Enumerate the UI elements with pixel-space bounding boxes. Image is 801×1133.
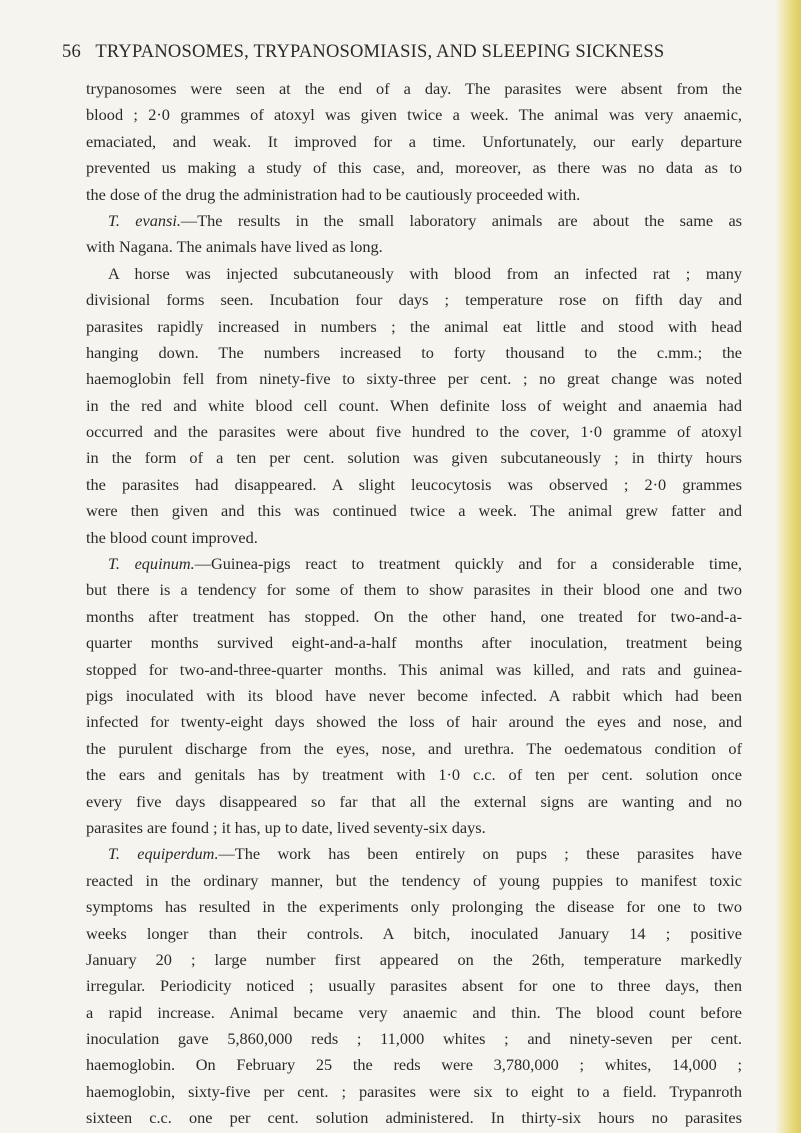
line-text: trypanosomes were seen at the end of a day. The parasites were absent from the — [86, 79, 742, 98]
text-line — [86, 208, 742, 234]
line-text: infected for twenty-eight days showed the loss of hair around the eyes and nose, and — [86, 712, 742, 732]
running-header — [62, 42, 742, 63]
page-number: 56 — [62, 42, 81, 62]
line-text: —The results in the small laboratory animals are about the same as — [180, 210, 743, 230]
line-text: every five days disappeared so far that all the external signs are wanting and no — [86, 791, 742, 811]
species-name: T. equiperdum. — [108, 844, 219, 864]
line-text: —The work has been entirely on pups ; these parasites have — [218, 844, 742, 864]
text-line — [86, 683, 742, 709]
text-line — [86, 762, 742, 788]
page-edge-shading — [775, 0, 801, 1133]
text-line — [86, 894, 742, 920]
text-line — [86, 789, 742, 815]
text-line — [86, 498, 742, 524]
line-text: occurred and the parasites were about five hundred to the cover, 1·0 gramme of atoxyl — [86, 422, 742, 442]
line-text: stopped for two-and-three-quarter months. This animal was killed, and rats and guinea- — [86, 659, 742, 679]
text-line — [86, 947, 742, 973]
text-line — [86, 551, 742, 577]
line-text: sixteen c.c. one per cent. solution administered. In thirty-six hours no parasites — [86, 1108, 742, 1128]
text-line — [86, 1079, 742, 1105]
text-line — [86, 1000, 742, 1026]
line-text: the purulent discharge from the eyes, nose, and urethra. The oedematous condition of — [86, 738, 742, 758]
text-line — [86, 604, 742, 630]
line-text: but there is a tendency for some of them to show parasites in their blood one and two — [86, 580, 742, 600]
text-line — [86, 129, 742, 155]
species-name: T. equinum. — [108, 554, 195, 574]
text-line — [86, 815, 742, 841]
text-line — [86, 472, 742, 498]
text-line — [86, 155, 742, 181]
text-line — [86, 366, 742, 392]
body-text — [86, 76, 742, 1132]
text-line — [86, 709, 742, 735]
text-line — [86, 102, 742, 128]
line-text: the ears and genitals has by treatment with 1·0 c.c. of ten per cent. solution once — [86, 765, 742, 785]
text-line — [86, 577, 742, 603]
text-line — [86, 419, 742, 445]
line-text: reacted in the ordinary manner, but the tendency of young puppies to manifest toxic — [86, 870, 742, 890]
line-text: in the red and white blood cell count. When definite loss of weight and anaemia had — [86, 395, 742, 415]
text-line — [86, 182, 742, 208]
line-text: haemoglobin. On February 25 the reds were 3,780,000 ; whites, 14,000 ; — [86, 1055, 742, 1075]
line-text: quarter months survived eight-and-a-half months after inoculation, treatment being — [86, 633, 742, 653]
line-text: prevented us making a study of this case, and, moreover, as there was no data as to — [86, 158, 742, 178]
line-text: the parasites had disappeared. A slight leucocytosis was observed ; 2·0 grammes — [86, 474, 742, 494]
line-text: inoculation gave 5,860,000 reds ; 11,000 whites ; and ninety-seven per cent. — [86, 1029, 742, 1049]
line-text: emaciated, and weak. It improved for a time. Unfortunately, our early departure — [86, 131, 742, 151]
line-text: January 20 ; large number first appeared on the 26th, temperature markedly — [86, 949, 742, 969]
text-line — [86, 657, 742, 683]
text-line — [86, 234, 742, 260]
text-line — [86, 921, 742, 947]
line-text: the dose of the drug the administration had to be cautiously proceeded with. — [86, 184, 581, 204]
text-line — [86, 868, 742, 894]
text-line — [86, 445, 742, 471]
text-line — [86, 1052, 742, 1078]
line-text: pigs inoculated with its blood have never become infected. A rabbit which had been — [86, 685, 742, 705]
text-line — [86, 314, 742, 340]
text-line — [86, 261, 742, 287]
line-text: divisional forms seen. Incubation four days ; temperature rose on fifth day and — [86, 290, 742, 310]
line-text: parasites are found ; it has, up to date, lived seventy-six days. — [86, 817, 486, 837]
line-text: months after treatment has stopped. On the other hand, one treated for two-and-a- — [86, 606, 742, 626]
text-line — [86, 1026, 742, 1052]
line-text: parasites rapidly increased in numbers ; the animal eat little and stood with head — [86, 316, 742, 336]
text-line — [86, 525, 742, 551]
line-text: hanging down. The numbers increased to forty thousand to the c.mm.; the — [86, 342, 742, 362]
text-line — [86, 1105, 742, 1131]
text-line — [86, 393, 742, 419]
line-text: were then given and this was continued twice a week. The animal grew fatter and — [86, 501, 742, 521]
text-line — [86, 287, 742, 313]
line-text: weeks longer than their controls. A bitch, inoculated January 14 ; positive — [86, 923, 742, 943]
text-line — [86, 630, 742, 656]
line-text: blood ; 2·0 grammes of atoxyl was given twice a week. The animal was very anaemic, — [86, 105, 742, 125]
text-line — [86, 973, 742, 999]
text-line — [86, 841, 742, 867]
species-name: T. evansi. — [108, 210, 181, 230]
running-title: TRYPANOSOMES, TRYPANOSOMIASIS, AND SLEEPING SICKNESS — [95, 42, 665, 62]
text-line — [86, 340, 742, 366]
line-text: A horse was injected subcutaneously with blood from an infected rat ; many — [108, 263, 742, 283]
line-text: the blood count improved. — [86, 527, 258, 547]
line-text: —Guinea-pigs react to treatment quickly and for a considerable time, — [194, 554, 742, 574]
line-text: haemoglobin fell from ninety-five to sixty-three per cent. ; no great change was noted — [86, 369, 742, 389]
line-text: in the form of a ten per cent. solution was given subcutaneously ; in thirty hours — [86, 448, 742, 468]
line-text: haemoglobin, sixty-five per cent. ; parasites were six to eight to a field. Trypanroth — [86, 1081, 742, 1101]
line-text: irregular. Periodicity noticed ; usually parasites absent for one to three days, then — [86, 976, 742, 996]
text-line — [86, 76, 742, 102]
line-text: symptoms has resulted in the experiments only prolonging the disease for one to two — [86, 897, 742, 917]
line-text: a rapid increase. Animal became very anaemic and thin. The blood count before — [86, 1002, 742, 1022]
line-text: with Nagana. The animals have lived as long. — [86, 237, 383, 257]
text-line — [86, 736, 742, 762]
